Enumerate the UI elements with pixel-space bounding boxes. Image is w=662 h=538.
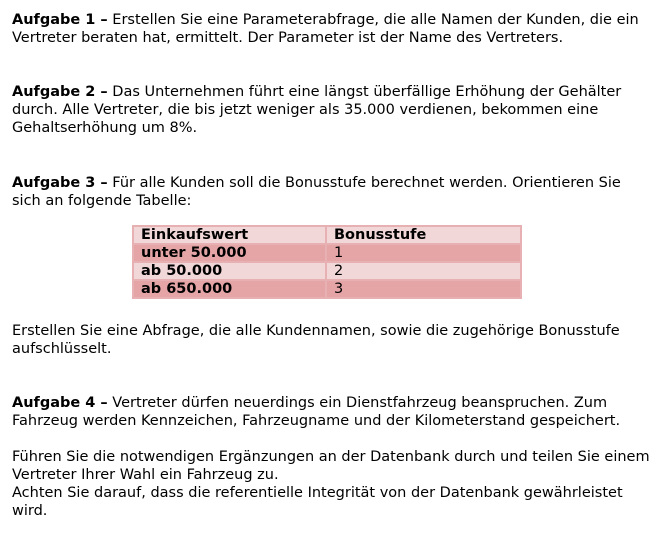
- table-header-cell: Einkaufswert: [133, 226, 326, 244]
- aufgabe-1-text: Erstellen Sie eine Parameterabfrage, die alle Namen der Kunden, die ein Vertreter beraten hat, ermittelt. Der Parameter ist der Name des Vertreters.: [12, 12, 639, 46]
- aufgabe-1-paragraph: [12, 11, 652, 47]
- table-cell: ab 50.000: [133, 262, 326, 280]
- aufgabe-2-text: Das Unternehmen führt eine längst überfällige Erhöhung der Gehälter durch. Alle Vertreter, die bis jetzt weniger als 35.000 verdienen, bekommen eine Gehaltserhöhung um 8%.: [12, 84, 622, 136]
- table-row: [133, 244, 521, 262]
- table-cell: 3: [326, 280, 521, 298]
- aufgabe-4-paragraph-2: Führen Sie die notwendigen Ergänzungen an der Datenbank durch und teilen Sie einem Vertreter Ihrer Wahl ein Fahrzeug zu.: [12, 449, 650, 483]
- table-cell: 2: [326, 262, 521, 280]
- table-cell: 1: [326, 244, 521, 262]
- table-row: [133, 262, 521, 280]
- table-row: [133, 280, 521, 298]
- aufgabe-3-text: Für alle Kunden soll die Bonusstufe berechnet werden. Orientieren Sie sich an folgende Tabelle:: [12, 175, 621, 209]
- aufgabe-4-paragraph-3: Achten Sie darauf, dass die referentielle Integrität von der Datenbank gewährleistet wird.: [12, 485, 623, 519]
- table-header-row: [133, 226, 521, 244]
- aufgabe-4-label: Aufgabe 4 –: [12, 395, 108, 411]
- aufgabe-2-paragraph: [12, 83, 652, 137]
- aufgabe-4-paragraph: [12, 394, 652, 430]
- aufgabe-3-paragraph: [12, 174, 652, 210]
- table-header-cell: Bonusstufe: [326, 226, 521, 244]
- table-cell: ab 650.000: [133, 280, 326, 298]
- aufgabe-4-text: Vertreter dürfen neuerdings ein Dienstfahrzeug beanspruchen. Zum Fahrzeug werden Kennzeichen, Fahrzeugname und der Kilometerstand gespeichert.: [12, 395, 621, 429]
- aufgabe-1-label: Aufgabe 1 –: [12, 12, 108, 28]
- table-cell: unter 50.000: [133, 244, 326, 262]
- aufgabe-3-label: Aufgabe 3 –: [12, 175, 108, 191]
- aufgabe-2-label: Aufgabe 2 –: [12, 84, 108, 100]
- aufgabe-3-after-text: Erstellen Sie eine Abfrage, die alle Kundennamen, sowie die zugehörige Bonusstufe aufschlüsselt.: [12, 323, 620, 357]
- bonus-table: [132, 225, 522, 299]
